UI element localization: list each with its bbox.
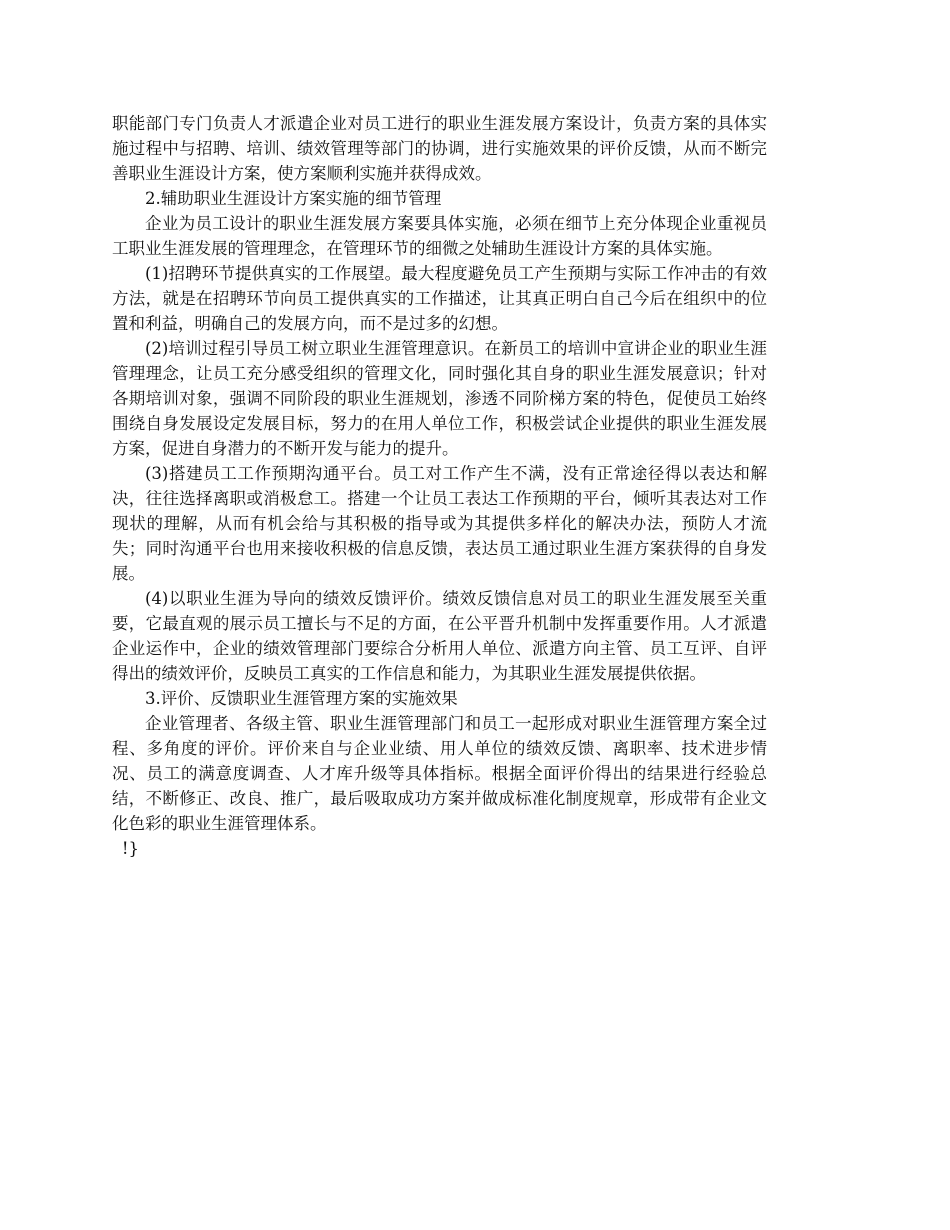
section-heading-3: 3.评价、反馈职业生涯管理方案的实施效果 [145, 689, 458, 708]
document-body [112, 111, 767, 861]
trailing-mark: !} [121, 839, 140, 858]
paragraph-intro: 职能部门专门负责人才派遣企业对员工进行的职业生涯发展方案设计，负责方案的具体实施过程中与招聘、培训、绩效管理等部门的协调，进行实施效果的评价反馈，从而不断完善职业生涯设计方案，使方案顺利实施并获得成效。 [112, 114, 767, 183]
list-item-4: (4)以职业生涯为导向的绩效反馈评价。绩效反馈信息对员工的职业生涯发展至关重要，它最直观的展示员工擅长与不足的方面，在公平晋升机制中发挥重要作用。人才派遣企业运作中，企业的绩效管理部门要综合分析用人单位、派遣方向主管、员工互评、自评得出的绩效评价，反映员工真实的工作信息和能力，为其职业生涯发展提供依据。 [112, 589, 767, 683]
list-item-2: (2)培训过程引导员工树立职业生涯管理意识。在新员工的培训中宣讲企业的职业生涯管理理念，让员工充分感受组织的管理文化，同时强化其自身的职业生涯发展意识；针对各期培训对象，强调不同阶段的职业生涯规划，渗透不同阶梯方案的特色，促使员工始终围绕自身发展设定发展目标，努力的在用人单位工作，积极尝试企业提供的职业生涯发展方案，促进自身潜力的不断开发与能力的提升。 [112, 339, 767, 458]
paragraph-section-3: 企业管理者、各级主管、职业生涯管理部门和员工一起形成对职业生涯管理方案全过程、多角度的评价。评价来自与企业业绩、用人单位的绩效反馈、离职率、技术进步情况、员工的满意度调查、人才库升级等具体指标。根据全面评价得出的结果进行经验总结，不断修正、改良、推广，最后吸取成功方案并做成标准化制度规章，形成带有企业文化色彩的职业生涯管理体系。 [112, 714, 767, 833]
list-item-1: (1)招聘环节提供真实的工作展望。最大程度避免员工产生预期与实际工作冲击的有效方法，就是在招聘环节向员工提供真实的工作描述，让其真正明白自己今后在组织中的位置和利益，明确自己的发展方向，而不是过多的幻想。 [112, 264, 767, 333]
paragraph-section-2: 企业为员工设计的职业生涯发展方案要具体实施，必须在细节上充分体现企业重视员工职业生涯发展的管理理念，在管理环节的细微之处辅助生涯设计方案的具体实施。 [112, 214, 767, 258]
section-heading-2: 2.辅助职业生涯设计方案实施的细节管理 [145, 189, 442, 208]
list-item-3: (3)搭建员工工作预期沟通平台。员工对工作产生不满，没有正常途径得以表达和解决，往往选择离职或消极怠工。搭建一个让员工表达工作预期的平台，倾听其表达对工作现状的理解，从而有机会给与其积极的指导或为其提供多样化的解决办法，预防人才流失；同时沟通平台也用来接收积极的信息反馈，表达员工通过职业生涯方案获得的自身发展。 [112, 464, 767, 583]
